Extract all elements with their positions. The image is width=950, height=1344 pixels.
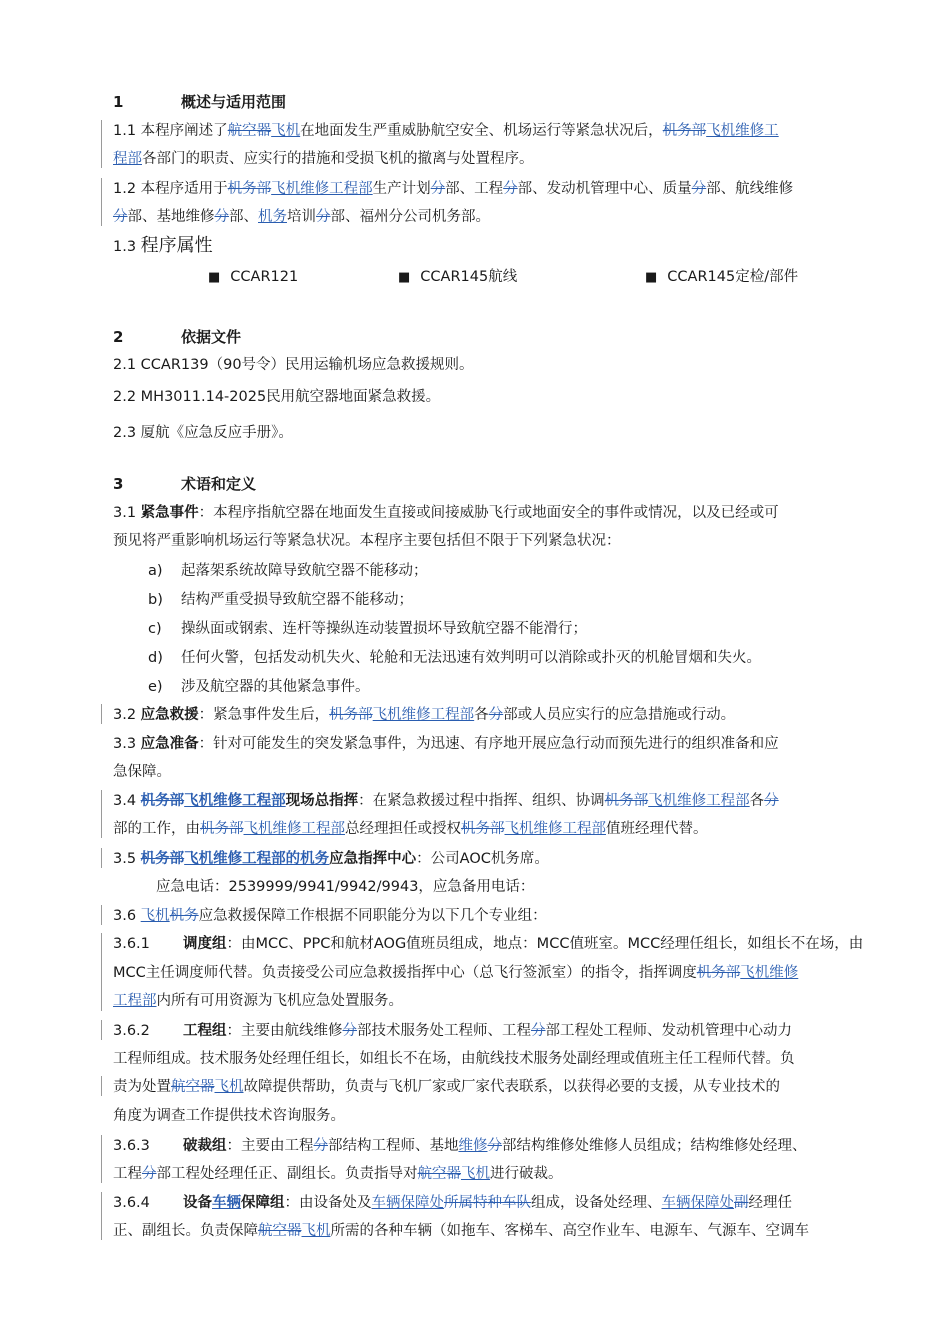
para-3-4-line-1: 3.4 机务部飞机维修工程部现场总指挥：在紧急救援过程中指挥、组织、协调机务部飞机维修工程部各分 [113,793,779,809]
para-2-3: 2.3 厦航《应急反应手册》。 [113,425,293,441]
list-item: d) 任何火警，包括发动机失火、轮舱和无法迅速有效判明可以消除或扑灭的机舱冒烟和失火。 [148,650,761,666]
revision-bar [101,1192,102,1240]
revision-bar [101,1076,102,1096]
revision-bar [101,848,102,868]
para-3-6-4-line-1: 3.6.4 设备车辆保障组：由设备处及车辆保障处所属特种车队组成，设备处经理、车辆保障处副经理任 [113,1195,792,1211]
para-3-6-2-line-2: 工程师组成。技术服务处经理任组长，如组长不在场，由航线技术服务处副经理或值班主任工程师代替。负 [113,1051,795,1067]
emergency-phone: 应急电话：2539999/9941/9942/9943，应急备用电话： [156,879,535,895]
para-3-6-3-line-2: 工程分部工程处经理任正、副组长。负责指导对航空器飞机进行破裁。 [113,1166,563,1182]
para-3-6-1-line-2: MCC主任调度师代替。负责接受公司应急救援指挥中心（总飞行签派室）的指令，指挥调度机务部飞机维修 [113,965,799,981]
para-1-2-line-2: 分部、基地维修分部、机务培训分部、福州分公司机务部。 [113,209,490,225]
para-3-6-1-line-3: 工程部内所有可用资源为飞机应急处置服务。 [113,993,403,1009]
para-3-3-line-1: 3.3 应急准备：针对可能发生的突发紧急事件，为迅速、有序地开展应急行动而预先进行的组织准备和应 [113,736,779,752]
para-3-1-line-2: 预见将严重影响机场运行等紧急状况。本程序主要包括但不限于下列紧急状况： [113,533,621,549]
para-3-2: 3.2 应急救援：紧急事件发生后，机务部飞机维修工程部各分部或人员应实行的应急措施或行动。 [113,707,736,723]
section-2-heading: 2 依据文件 [113,328,242,346]
para-3-6-2-line-4: 角度为调查工作提供技术咨询服务。 [113,1108,345,1124]
revision-bar [101,1135,102,1183]
list-item: a) 起落架系统故障导致航空器不能移动； [148,563,428,579]
para-3-5: 3.5 机务部飞机维修工程部的机务应急指挥中心：公司AOC机务席。 [113,851,549,867]
para-3-6-1-line-1: 3.6.1 调度组：由MCC、PPC和航材AOG值班员组成，地点：MCC值班室。MCC经理任组长，如组长不在场，由 [113,936,864,952]
revision-bar [101,905,102,925]
revision-bar [101,790,102,838]
property-ccar121: ■ CCAR121 [208,269,299,285]
para-3-1-line-1: 3.1 紧急事件：本程序指航空器在地面发生直接或间接威胁飞行或地面安全的事件或情况，以及已经或可 [113,505,779,521]
checkbox-mark: ■ [208,270,221,285]
revision-bar [101,120,102,168]
revision-bar [101,704,102,724]
para-3-6-4-line-2: 正、副组长。负责保障航空器飞机所需的各种车辆（如拖车、客梯车、高空作业车、电源车、气源车、空调车 [113,1223,809,1239]
para-1-2-line-1: 1.2 本程序适用于机务部飞机维修工程部生产计划分部、工程分部、发动机管理中心、质量分部、航线维修 [113,181,794,197]
section-1-heading: 1 概述与适用范围 [113,93,287,111]
para-3-4-line-2: 部的工作，由机务部飞机维修工程部总经理担任或授权机务部飞机维修工程部值班经理代替。 [113,821,708,837]
para-3-6-2-line-3: 责为处置航空器飞机故障提供帮助，负责与飞机厂家或厂家代表联系，以获得必要的支援，从专业技术的 [113,1079,780,1095]
property-ccar145-check: ■ CCAR145定检/部件 [645,269,799,285]
para-3-6-2-line-1: 3.6.2 工程组：主要由航线维修分部技术服务处工程师、工程分部工程处工程师、发动机管理中心动力 [113,1023,792,1039]
revision-bar [101,933,102,1011]
list-item: b) 结构严重受损导致航空器不能移动； [148,592,413,608]
para-3-3-line-2: 急保障。 [113,764,171,780]
property-ccar145-line: ■ CCAR145航线 [398,269,518,285]
para-1-3: 1.3 程序属性 [113,235,213,256]
para-1-1-line-2: 程部各部门的职责、应实行的措施和受损飞机的撤离与处置程序。 [113,151,534,167]
list-item: e) 涉及航空器的其他紧急事件。 [148,679,370,695]
para-3-6: 3.6 飞机机务应急救援保障工作根据不同职能分为以下几个专业组： [113,908,547,924]
para-3-6-3-line-1: 3.6.3 破裁组：主要由工程分部结构工程师、基地维修分部结构维修处维修人员组成；结构维修处经理、 [113,1138,807,1154]
section-3-heading: 3 术语和定义 [113,475,257,493]
para-2-1: 2.1 CCAR139（90号令）民用运输机场应急救援规则。 [113,357,474,373]
list-item: c) 操纵面或钢索、连杆等操纵连动装置损坏导致航空器不能滑行； [148,621,587,637]
checkbox-mark: ■ [645,270,658,285]
checkbox-mark: ■ [398,270,411,285]
revision-bar [101,1020,102,1040]
para-1-1-line-1: 1.1 本程序阐述了航空器飞机在地面发生严重威胁航空安全、机场运行等紧急状况后，机务部飞机维修工 [113,123,779,139]
revision-bar [101,178,102,226]
para-2-2: 2.2 MH3011.14-2025民用航空器地面紧急救援。 [113,389,441,405]
